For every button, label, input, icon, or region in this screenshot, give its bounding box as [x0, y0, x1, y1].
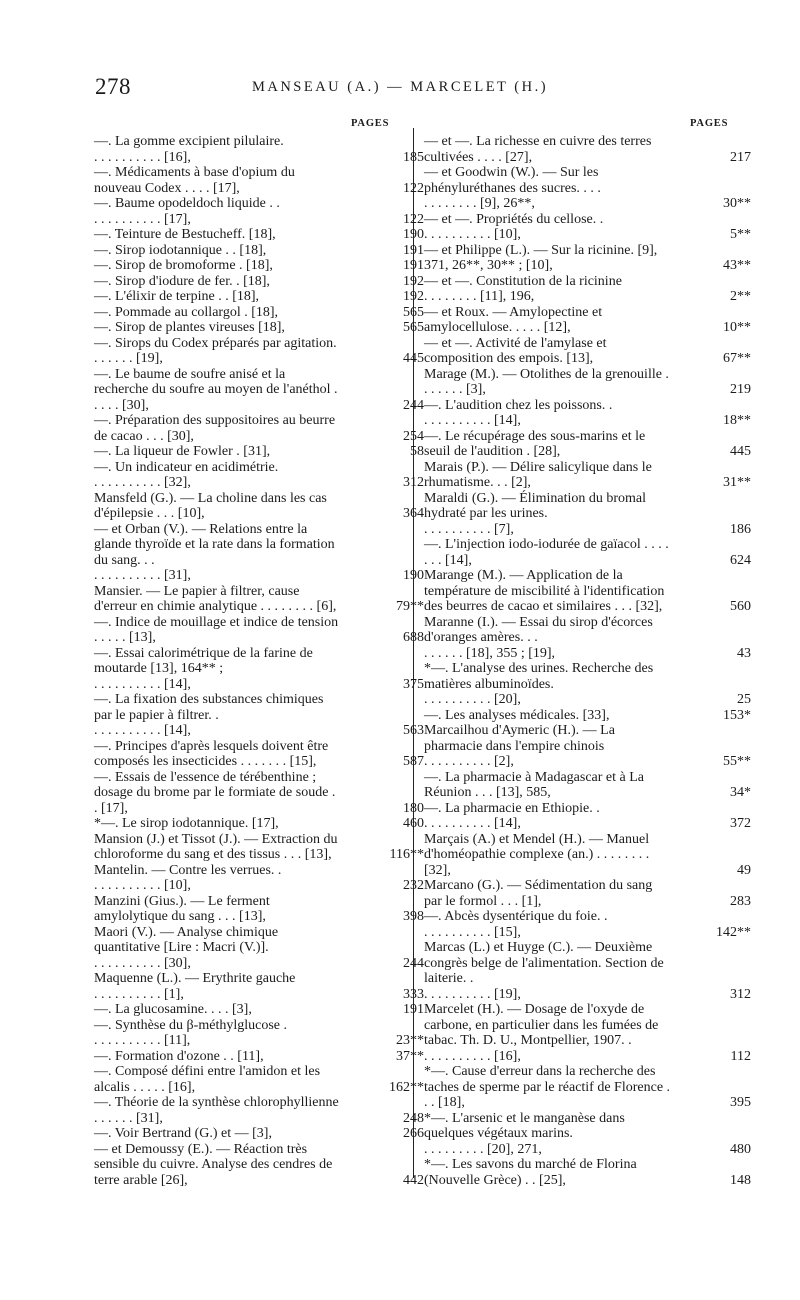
index-entry [424, 304, 751, 336]
entry-text: Marcelet (H.). — Dosage de l'oxyde de carbone, en particulier dans les fumées de tabac. Th. D. U., Montpellier, 1907. . . . . . . . . . . . [16], [424, 1002, 659, 1064]
index-entry [424, 940, 751, 1002]
index-entry [94, 413, 424, 444]
entry-text: —. L'élixir de terpine . . [18], [94, 289, 260, 304]
entry-text: —. Composé défini entre l'amidon et les alcalis . . . . . [16], [94, 1064, 321, 1095]
entry-text: — et Goodwin (W.). — Sur les phényluréthanes des sucres. . . . . . . . . . . . [9], 26**, [424, 165, 601, 211]
index-entry [94, 831, 424, 863]
index-entry [94, 1064, 424, 1095]
entry-text: — et Roux. — Amylopectine et amylocellulose. . . . . [12], [424, 304, 603, 335]
index-entry [94, 490, 424, 522]
entry-page-number: 217 [730, 149, 751, 165]
entry-text: Maquenne (L.). — Erythrite gauche . . . . . . . . . . [1], [94, 971, 296, 1002]
index-entry [94, 1002, 424, 1018]
entry-text: —. Pommade au collargol . [18], [94, 304, 279, 320]
index-entry [94, 335, 424, 367]
entry-page-number: 460 [403, 816, 424, 831]
entry-page-number: 112 [730, 1048, 751, 1064]
entry-page-number: 480 [730, 1141, 751, 1157]
entry-page-number: 560 [730, 599, 751, 614]
index-entry [94, 444, 424, 460]
index-entry [424, 1157, 751, 1188]
entry-text: —. Sirops du Codex préparés par agitation. . . . . . . [19], [94, 335, 337, 366]
index-entry [424, 335, 751, 367]
entry-page-number: 30** [723, 196, 751, 211]
entry-page-number: 565 [403, 320, 424, 335]
entry-text: *—. L'arsenic et le manganèse dans quelques végétaux marins. . . . . . . . . . [20], 271, [424, 1110, 625, 1157]
page-number: 278 [95, 74, 131, 99]
entry-text: Mansfeld (G.). — La choline dans les cas d'épilepsie . . . [10], [94, 490, 327, 521]
entry-page-number: 192 [403, 289, 424, 304]
entry-page-number: 312 [403, 475, 424, 490]
index-entry [424, 800, 751, 832]
entry-page-number: 185 [403, 149, 424, 165]
entry-text: Marais (P.). — Délire salicylique dans le rhumatisme. . . [2], [424, 459, 652, 490]
index-entry [94, 893, 424, 925]
entry-page-number: 5** [730, 227, 751, 242]
entry-page-number: 162** [389, 1079, 424, 1095]
entry-page-number: 587 [403, 754, 424, 769]
index-entry [94, 366, 424, 414]
entry-page-number: 244 [403, 397, 424, 413]
entry-text: Marage (M.). — Otolithes de la grenouille . . . . . . . [3], [424, 366, 669, 397]
entry-text: —. Baume opodeldoch liquide . . . . . . . . . . . . [17], [94, 196, 280, 227]
entry-text: Marcas (L.) et Huyge (C.). — Deuxième congrès belge de l'alimentation. Section de laiterie. . . . . . . . . . . . [19], [424, 940, 664, 1002]
entry-page-number: 445 [403, 351, 424, 366]
entry-text: —. Synthèse du β-méthylglucose . . . . . . . . . . . [11], [94, 1017, 287, 1048]
index-entry [94, 273, 424, 290]
index-entry [424, 397, 751, 429]
entry-page-number: 186 [730, 521, 751, 537]
index-entry [94, 134, 424, 165]
entry-page-number: 25 [737, 692, 751, 707]
entry-text: —. Sirop iodotannique . . [18], [94, 242, 267, 258]
index-entry [424, 490, 751, 538]
entry-text: — et Orban (V.). — Relations entre la glande thyroïde et la rate dans la formation du sang. . . . . . . . . . . . . [31], [94, 521, 335, 583]
entry-text: Mansier. — Le papier à filtrer, cause d'erreur en chimie analytique . . . . . . . . [6], [94, 583, 337, 614]
pages-column-header-left: PAGES [351, 118, 390, 129]
index-entry [94, 924, 424, 972]
entry-page-number: 37** [396, 1048, 424, 1064]
entry-text: *—. L'analyse des urines. Recherche des matières albuminoïdes. . . . . . . . . . . [20], [424, 661, 654, 707]
entry-page-number: 375 [403, 676, 424, 692]
entry-text: —. Sirop d'iodure de fer. . [18], [94, 273, 270, 289]
index-entry [424, 1110, 751, 1158]
entry-page-number: 333 [403, 986, 424, 1002]
entry-text: —. La fixation des substances chimiques par le papier à filtrer. . . . . . . . . . . . [14], [94, 692, 324, 738]
index-entry [424, 723, 751, 770]
entry-page-number: 191 [403, 258, 424, 273]
entry-text: — et —. La richesse en cuivre des terres cultivées . . . . [27], [424, 134, 652, 165]
entry-text: —. Préparation des suppositoires au beurre de cacao . . . [30], [94, 413, 336, 444]
entry-text: —. L'injection iodo-iodurée de gaïacol . . . . . . . [14], [424, 537, 669, 568]
index-entry [424, 459, 751, 491]
entry-page-number: 43 [737, 645, 751, 661]
entry-text: — et —. Constitution de la ricinine . . . . . . . . [11], 196, [424, 273, 622, 304]
index-entry [94, 1141, 424, 1189]
entry-text: —. Le récupérage des sous-marins et le seuil de l'audition . [28], [424, 428, 646, 459]
entry-text: —. Un indicateur en acidimétrie. . . . . . . . . . . [32], [94, 459, 279, 490]
index-entry [94, 971, 424, 1002]
entry-page-number: 55** [723, 754, 751, 769]
index-entry [94, 614, 424, 646]
entry-text: —. La pharmacie en Ethiopie. . . . . . . . . . . . [14], [424, 800, 600, 831]
entry-text: Manzini (Gius.). — Le ferment amylolytique du sang . . . [13], [94, 893, 270, 924]
entry-page-number: 283 [730, 893, 751, 909]
index-entry [94, 1095, 424, 1126]
entry-page-number: 2** [730, 289, 751, 304]
entry-page-number: 372 [730, 816, 751, 831]
entry-page-number: 563 [403, 723, 424, 738]
right-column [424, 134, 751, 1188]
entry-text: —. Abcès dysentérique du foie. . . . . . . . . . . . [15], [424, 909, 608, 940]
index-entry [94, 1048, 424, 1065]
entry-page-number: 395 [730, 1095, 751, 1110]
entry-page-number: 23** [396, 1033, 424, 1048]
index-entry [424, 878, 751, 909]
entry-text: Marçais (A.) et Mendel (H.). — Manuel d'homéopathie complexe (an.) . . . . . . . . [32], [424, 831, 650, 878]
index-entry [424, 568, 751, 615]
entry-page-number: 244 [403, 955, 424, 971]
entry-text: —. Indice de mouillage et indice de tension . . . . . [13], [94, 614, 339, 645]
entry-page-number: 153* [723, 707, 751, 723]
entry-page-number: 445 [730, 444, 751, 459]
entry-page-number: 34* [730, 785, 751, 800]
entry-text: —. Essai calorimétrique de la farine de moutarde [13], 164** ; . . . . . . . . . . [14], [94, 645, 313, 692]
index-entry [424, 211, 751, 243]
entry-page-number: 122 [403, 211, 424, 227]
index-entry [94, 304, 424, 321]
index-entry [424, 661, 751, 708]
index-entry [424, 242, 751, 274]
entry-text: —. Sirop de plantes vireuses [18], [94, 320, 285, 335]
entry-text: — et Philippe (L.). — Sur la ricinine. [9], 371, 26**, 30** ; [10], [424, 242, 658, 273]
entry-text: —. Teinture de Bestucheff. [18], [94, 227, 276, 242]
entry-page-number: 31** [723, 475, 751, 490]
entry-text: —. La pharmacie à Madagascar et à La Réunion . . . [13], 585, [424, 769, 644, 800]
entry-text: —. La glucosamine. . . . [3], [94, 1002, 252, 1017]
entry-page-number: 266 [403, 1126, 424, 1141]
index-entry [94, 769, 424, 817]
entry-page-number: 232 [403, 878, 424, 893]
index-entry [424, 537, 751, 568]
entry-text: Marcano (G.). — Sédimentation du sang par le formol . . . [1], [424, 878, 653, 909]
index-entry [424, 428, 751, 460]
index-entry [94, 816, 424, 832]
index-entry [94, 289, 424, 305]
entry-text: —. Voir Bertrand (G.) et — [3], [94, 1126, 272, 1141]
entry-text: —. Principes d'après lesquels doivent être composés les insecticides . . . . . . . [15], [94, 738, 329, 769]
entry-page-number: 192 [403, 273, 424, 289]
entry-text: Maori (V.). — Analyse chimique quantitative [Lire : Macri (V.)]. . . . . . . . . . . [30], [94, 924, 279, 971]
entry-page-number: 67** [723, 351, 751, 366]
index-entry [424, 909, 751, 940]
index-entry [94, 320, 424, 336]
entry-page-number: 58 [410, 444, 424, 459]
entry-page-number: 49 [737, 862, 751, 878]
index-entry [94, 738, 424, 770]
index-entry [94, 583, 424, 615]
entry-page-number: 190 [403, 227, 424, 242]
index-entry [94, 1017, 424, 1049]
entry-page-number: 180 [403, 800, 424, 816]
entry-text: Maranne (I.). — Essai du sirop d'écorces d'oranges amères. . . . . . . . . [18], 355 ; [19], [424, 614, 653, 661]
entry-text: *—. Cause d'erreur dans la recherche des taches de sperme par le réactif de Florence . . . [18], [424, 1064, 671, 1110]
entry-page-number: 364 [403, 506, 424, 521]
running-head: MANSEAU (A.) — MARCELET (H.) [251, 79, 549, 95]
entry-page-number: 219 [730, 382, 751, 397]
entry-page-number: 248 [403, 1110, 424, 1126]
index-entry [94, 242, 424, 259]
index-entry [94, 227, 424, 243]
index-entry [94, 521, 424, 584]
index-entry [424, 614, 751, 662]
entry-text: —. Sirop de bromoforme . [18], [94, 258, 273, 273]
entry-page-number: 565 [403, 304, 424, 320]
entry-text: —. Médicaments à base d'opium du nouveau Codex . . . . [17], [94, 165, 295, 196]
index-entry [424, 1002, 751, 1064]
index-entry [94, 862, 424, 894]
entry-text: —. La gomme excipient pilulaire. . . . . . . . . . . [16], [94, 134, 284, 165]
entry-text: —. Formation d'ozone . . [11], [94, 1048, 264, 1064]
left-column [94, 134, 424, 1188]
entry-page-number: 10** [723, 320, 751, 335]
entry-text: — et Demoussy (E.). — Réaction très sensible du cuivre. Analyse des cendres de terre arable [26], [94, 1141, 333, 1188]
entry-page-number: 18** [723, 413, 751, 428]
entry-page-number: 79** [396, 599, 424, 614]
index-entry [424, 273, 751, 305]
entry-text: —. Théorie de la synthèse chlorophyllienne . . . . . . [31], [94, 1095, 339, 1126]
entry-text: — et —. Propriétés du cellose. . . . . . . . . . . . [10], [424, 211, 604, 242]
entry-text: Mansion (J.) et Tissot (J.). — Extraction du chloroforme du sang et des tissus . . . [13], [94, 831, 338, 862]
index-entry [424, 769, 751, 801]
index-entry [94, 196, 424, 227]
index-entry [94, 165, 424, 196]
entry-text: Marcailhou d'Aymeric (H.). — La pharmacie dans l'empire chinois . . . . . . . . . . [2], [424, 723, 615, 769]
entry-text: *—. Les savons du marché de Florina (Nouvelle Grèce) . . [25], [424, 1157, 637, 1188]
entry-page-number: 122 [403, 180, 424, 196]
entry-page-number: 43** [723, 258, 751, 273]
index-entry [94, 692, 424, 739]
entry-page-number: 190 [403, 568, 424, 583]
entry-page-number: 254 [403, 428, 424, 444]
entry-page-number: 398 [403, 909, 424, 924]
index-entry [94, 459, 424, 491]
entry-text: Maraldi (G.). — Élimination du bromal hydraté par les urines. . . . . . . . . . . [7], [424, 490, 647, 537]
index-entry [424, 366, 751, 398]
index-entry [424, 831, 751, 879]
entry-text: —. L'audition chez les poissons. . . . . . . . . . . . [14], [424, 397, 613, 428]
entry-page-number: 191 [403, 1002, 424, 1017]
index-entry [94, 258, 424, 274]
entry-text: —. Essais de l'essence de térébenthine ; dosage du brome par le formiate de soude . . [17], [94, 769, 336, 816]
entry-text: Marange (M.). — Application de la température de miscibilité à l'identification des beurres de cacao et similaires . . . [32], [424, 568, 665, 614]
entry-text: —. Les analyses médicales. [33], [424, 707, 610, 723]
index-entry [424, 134, 751, 165]
pages-column-header-right: PAGES [690, 118, 729, 129]
entry-text: —. La liqueur de Fowler . [31], [94, 444, 271, 459]
index-entry [424, 707, 751, 724]
entry-text: — et —. Activité de l'amylase et composition des empois. [13], [424, 335, 607, 366]
index-entry [94, 1126, 424, 1142]
entry-page-number: 116** [389, 847, 424, 862]
entry-page-number: 442 [403, 1172, 424, 1188]
entry-page-number: 191 [403, 242, 424, 258]
entry-text: *—. Le sirop iodotannique. [17], [94, 816, 279, 831]
entry-page-number: 624 [730, 552, 751, 568]
index-entry [424, 165, 751, 212]
entry-page-number: 312 [730, 986, 751, 1002]
entry-page-number: 688 [403, 630, 424, 645]
entry-page-number: 142** [716, 924, 751, 940]
index-entry [94, 645, 424, 693]
entry-page-number: 148 [730, 1172, 751, 1188]
entry-text: Mantelin. — Contre les verrues. . . . . . . . . . . . [10], [94, 862, 282, 893]
index-entry [424, 1064, 751, 1111]
entry-text: —. Le baume de soufre anisé et la recherche du soufre au moyen de l'anéthol . . . . . [30], [94, 366, 338, 413]
